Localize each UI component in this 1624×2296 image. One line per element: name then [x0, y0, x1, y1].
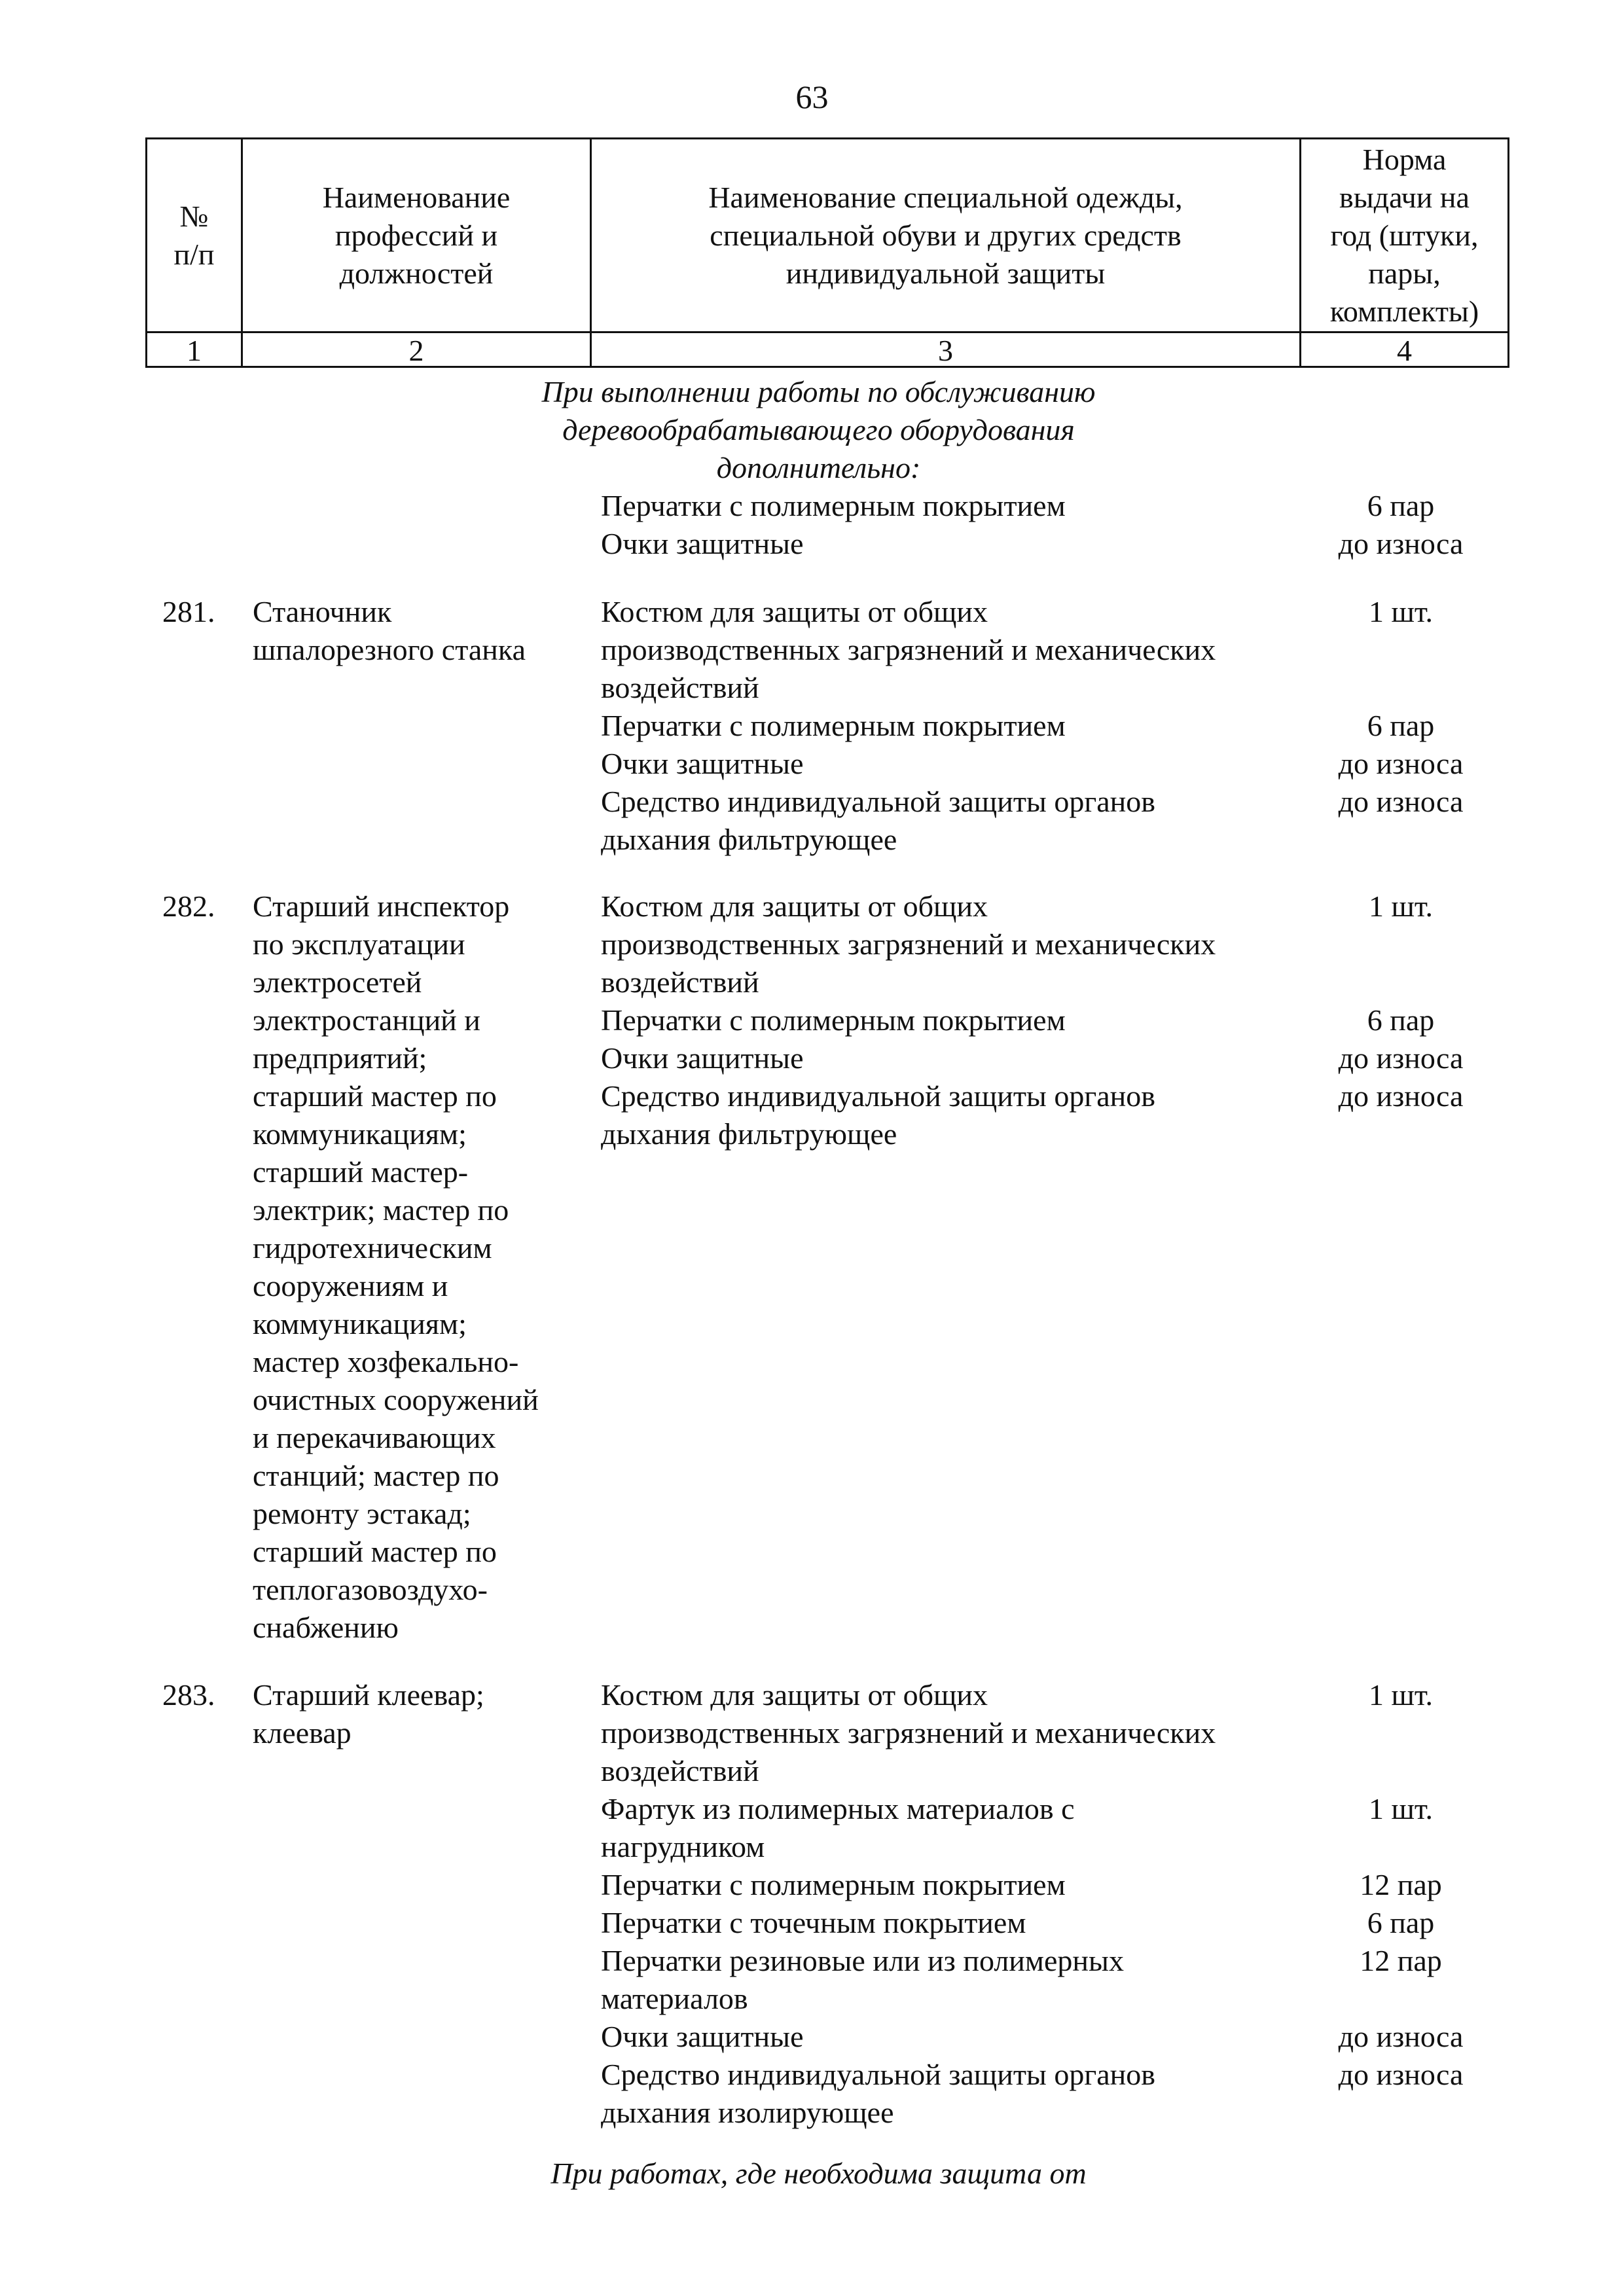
entry-item-name-line: дыхания фильтрующее — [601, 823, 897, 856]
entry-item-name-line: Средство индивидуальной защиты органов — [601, 785, 1155, 818]
header-norm: Норма выдачи на год (штуки, пары, комплекты) — [1329, 142, 1479, 328]
closing-note: При работах, где необходима защита от — [550, 2157, 1087, 2190]
entry-profession-line: старший мастер по — [253, 1535, 497, 1568]
entry-item-norm: 6 пар — [1367, 1003, 1435, 1037]
column-number-2: 2 — [408, 333, 424, 367]
entry-item-norm: 1 шт. — [1368, 1792, 1434, 1825]
entry-item-name-line: производственных загрязнений и механических — [601, 1716, 1216, 1749]
entry-profession-line: и перекачивающих — [253, 1421, 496, 1454]
entry-item-norm: до износа — [1338, 785, 1464, 818]
entry-item-name-line: Фартук из полимерных материалов с — [601, 1792, 1075, 1825]
entry-profession-line: коммуникациям; — [253, 1307, 467, 1340]
entry-profession-line: шпалорезного станка — [253, 633, 526, 666]
entry-item-name-line: Средство индивидуальной защиты органов — [601, 2058, 1155, 2091]
entry-item-norm: 12 пар — [1360, 1868, 1442, 1901]
entry-number: 281. — [162, 595, 215, 628]
entry-profession-line: теплогазовоздухо- — [253, 1573, 488, 1606]
intro-item-name: Перчатки с полимерным покрытием — [601, 489, 1066, 522]
entry-item-name-line: нагрудником — [601, 1830, 765, 1863]
intro-item-norm: до износа — [1338, 527, 1464, 560]
entry-item-name-line: Перчатки с полимерным покрытием — [601, 1868, 1066, 1901]
entry-item-name-line: воздействий — [601, 671, 759, 704]
entry-item-name-line: Средство индивидуальной защиты органов — [601, 1079, 1155, 1113]
entry-number: 282. — [162, 889, 215, 923]
entry-profession-line: снабжению — [253, 1611, 399, 1644]
entry-item-norm: до износа — [1338, 2020, 1464, 2053]
entry-item-name-line: материалов — [601, 1982, 748, 2015]
entry-profession-line: ремонту эстакад; — [253, 1497, 471, 1530]
entry-item-name-line: Очки защитные — [601, 747, 804, 780]
entry-item-name-line: дыхания изолирующее — [601, 2096, 894, 2129]
entry-item-norm: 1 шт. — [1368, 889, 1434, 923]
entry-profession-line: по эксплуатации — [253, 927, 465, 961]
entry-profession-line: мастер хозфекально- — [253, 1345, 519, 1378]
entry-item-name-line: Перчатки с полимерным покрытием — [601, 709, 1066, 742]
entry-item-name-line: Костюм для защиты от общих — [601, 889, 988, 923]
entry-item-norm: 12 пар — [1360, 1944, 1442, 1977]
entry-item-norm: 1 шт. — [1368, 595, 1434, 628]
intro-note-line: дополнительно: — [716, 451, 921, 484]
entry-item-name-line: воздействий — [601, 1754, 759, 1787]
entry-profession-line: коммуникациям; — [253, 1117, 467, 1151]
intro-item-norm: 6 пар — [1367, 489, 1435, 522]
intro-note-line: При выполнении работы по обслуживанию — [541, 375, 1096, 408]
entry-profession-line: сооружениям и — [253, 1269, 448, 1302]
entry-item-name-line: Очки защитные — [601, 2020, 804, 2053]
entry-item-name-line: Перчатки с полимерным покрытием — [601, 1003, 1066, 1037]
entry-profession-line: станций; мастер по — [253, 1459, 499, 1492]
table-header — [145, 137, 1509, 368]
header-number: № п/п — [173, 199, 215, 271]
entry-item-norm: до износа — [1338, 1079, 1464, 1113]
column-number-4: 4 — [1397, 333, 1412, 367]
page-number: 63 — [795, 79, 829, 115]
entry-item-name-line: Костюм для защиты от общих — [601, 595, 988, 628]
entry-item-name-line: Перчатки резиновые или из полимерных — [601, 1944, 1124, 1977]
entry-profession-line: электростанций и — [253, 1003, 480, 1037]
entry-profession-line: очистных сооружений — [253, 1383, 539, 1416]
entry-item-norm: 1 шт. — [1368, 1678, 1434, 1712]
column-number-1: 1 — [187, 333, 202, 367]
entry-profession-line: предприятий; — [253, 1041, 427, 1075]
entry-item-norm: до износа — [1338, 747, 1464, 780]
entry-item-name-line: дыхания фильтрующее — [601, 1117, 897, 1151]
entry-item-norm: до износа — [1338, 1041, 1464, 1075]
entry-number: 283. — [162, 1678, 215, 1712]
entry-profession-line: Станочник — [253, 595, 392, 628]
entry-item-norm: до износа — [1338, 2058, 1464, 2091]
entry-item-name-line: производственных загрязнений и механических — [601, 633, 1216, 666]
entry-item-name-line: Перчатки с точечным покрытием — [601, 1906, 1026, 1939]
entry-item-norm: 6 пар — [1367, 1906, 1435, 1939]
entry-profession-line: Старший клеевар; — [253, 1678, 484, 1712]
entry-profession-line: старший мастер по — [253, 1079, 497, 1113]
entry-profession-line: гидротехническим — [253, 1231, 492, 1265]
entry-item-name-line: Очки защитные — [601, 1041, 804, 1075]
entry-profession-line: Старший инспектор — [253, 889, 510, 923]
entry-profession-line: электрик; мастер по — [253, 1193, 509, 1227]
entry-item-name-line: Костюм для защиты от общих — [601, 1678, 988, 1712]
header-equipment: Наименование специальной одежды, специальной обуви и других средств индивидуальной защиты — [708, 180, 1183, 290]
intro-note-line: деревообрабатывающего оборудования — [562, 413, 1075, 446]
entry-profession-line: клеевар — [253, 1716, 352, 1749]
header-profession: Наименование профессий и должностей — [322, 180, 511, 290]
column-number-3: 3 — [938, 333, 953, 367]
entry-profession-line: старший мастер- — [253, 1155, 469, 1189]
entry-item-name-line: воздействий — [601, 965, 759, 999]
intro-item-name: Очки защитные — [601, 527, 804, 560]
entry-item-norm: 6 пар — [1367, 709, 1435, 742]
entry-item-name-line: производственных загрязнений и механических — [601, 927, 1216, 961]
entry-profession-line: электросетей — [253, 965, 422, 999]
